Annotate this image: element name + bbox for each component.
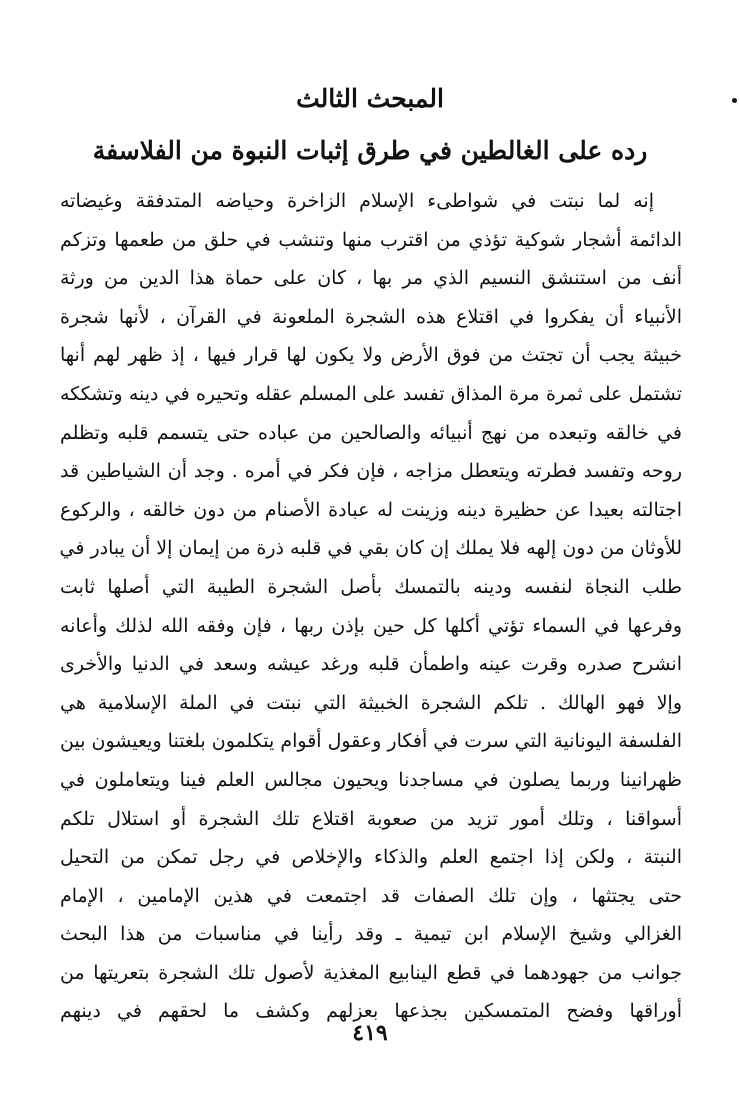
- text-line: للأوثان من دون إلهه فلا يملك إن كان بقي في قلبه ذرة من إيمان إلا أن يبادر في: [60, 537, 682, 560]
- text-line: الفلسفة اليونانية التي سرت في أفكار وعقول أقوام يتكلمون بلغتنا ويعيشون بين: [60, 730, 682, 753]
- text-line: خبيثة يجب أن تجتث من فوق الأرض ولا يكون لها قرار فيها ، إذ ظهر لهم أنها: [60, 344, 682, 367]
- text-line: الغزالي وشيخ الإسلام ابن تيمية ـ وقد رأينا في مناسبات من هذا البحث: [60, 923, 682, 946]
- chapter-heading: رده على الغالطين في طرق إثبات النبوة من الفلاسفة: [92, 136, 648, 165]
- text-line: انشرح صدره وقرت عينه واطمأن قلبه ورغد عيشه وسعد في الدنيا والأخرى: [60, 653, 682, 676]
- text-line: طلب النجاة لنفسه ودينه بالتمسك بأصل الشجرة الطيبة التي أصلها ثابت: [60, 575, 682, 598]
- text-line: تشتمل على ثمرة مرة المذاق تفسد على المسلم عقله وتحيره في دينه وتشككه: [60, 382, 682, 405]
- body-text: [60, 182, 682, 1031]
- text-line: وفرعها في السماء تؤتي أكلها كل حين بإذن ربها ، فإن وفقه الله لذلك وأعانه: [60, 614, 682, 637]
- text-line: حتى يجتثها ، وإن تلك الصفات قد اجتمعت في هذين الإمامين ، الإمام: [60, 884, 682, 907]
- section-title: المبحث الثالث: [296, 84, 444, 113]
- text-line: أسواقنا ، وتلك أمور تزيد من صعوبة اقتلاع تلك الشجرة أو استلال تلكم: [60, 807, 682, 830]
- page-number: ٤١٩: [352, 1020, 388, 1046]
- text-line: النبتة ، ولكن إذا اجتمع العلم والذكاء والإخلاص في رجل تمكن من التحيل: [60, 846, 682, 869]
- text-line: اجتالته بعيدا عن حظيرة دينه وزينت له عبادة الأصنام من دون خالقه ، والركوع: [60, 498, 682, 521]
- text-line: الأنبياء أن يفكروا في اقتلاع هذه الشجرة الملعونة في القرآن ، لأنها شجرة: [60, 305, 682, 328]
- text-line: روحه وتفسد فطرته ويتعطل مزاجه ، فإن فكر في أمره . وجد أن الشياطين قد: [60, 460, 682, 483]
- text-line: أوراقها وفضح المتمسكين بجذعها بعزلهم وكشف ما لحقهم في دينهم: [60, 1000, 682, 1023]
- text-line: جوانب من جهودهما في قطع الينابيع المغذية لأصول تلك الشجرة بتعريتها من: [60, 961, 682, 984]
- text-line: أنف من استنشق النسيم الذي مر بها ، كان على حماة هذا الدين من ورثة: [60, 267, 682, 290]
- text-line: وإلا فهو الهالك . تلكم الشجرة الخبيثة التي نبتت في الملة الإسلامية هي: [60, 691, 682, 714]
- text-line: الدائمة أشجار شوكية تؤذي من اقترب منها وتنشب في حلق من طعمها وتزكم: [60, 228, 682, 251]
- margin-dot: [732, 98, 737, 103]
- text-line: ظهرانينا وربما يصلون في مساجدنا ويحيون مجالس العلم فينا ويتعاملون في: [60, 768, 682, 791]
- text-line: في خالقه وتبعده من نهج أنبيائه والصالحين من عباده حتى يتسمم قلبه وتظلم: [60, 421, 682, 444]
- text-line: إنه لما نبتت في شواطىء الإسلام الزاخرة وحياضه المتدفقة وغيضاته: [60, 190, 654, 212]
